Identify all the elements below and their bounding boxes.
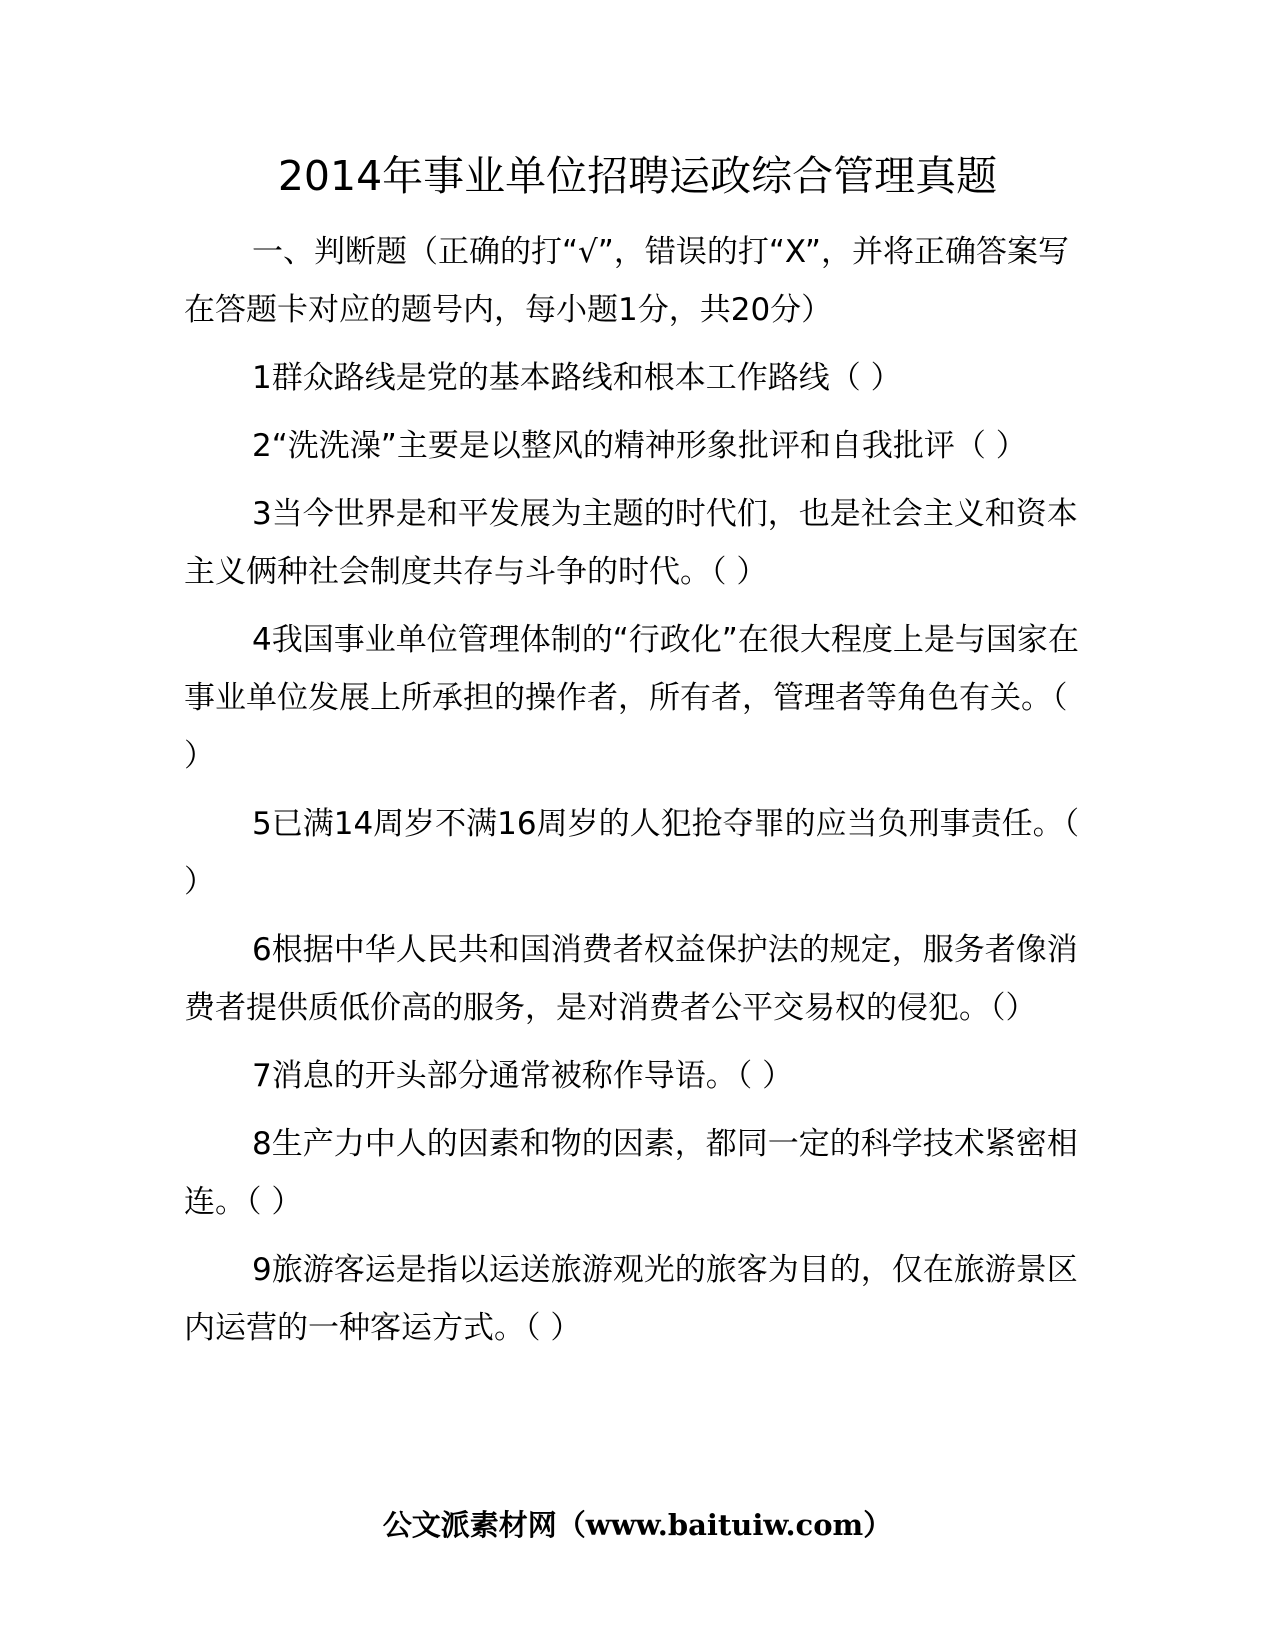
document-body: [184, 223, 1090, 1367]
question-5: 5已满14周岁不满16周岁的人犯抢夺罪的应当负刑事责任。（ ）: [184, 806, 1080, 900]
question-3: 3当今世界是和平发展为主题的时代们，也是社会主义和资本主义俩种社会制度共存与斗争的时代。（ ）: [184, 496, 1078, 590]
question-7: 7消息的开头部分通常被称作导语。（ ）: [252, 1058, 794, 1094]
page-title: 2014年事业单位招聘运政综合管理真题: [277, 152, 998, 200]
question-9: 9旅游客运是指以运送旅游观光的旅客为目的，仅在旅游景区内运营的一种客运方式。（ ）: [184, 1252, 1078, 1346]
question-4: 4我国事业单位管理体制的“行政化”在很大程度上是与国家在事业单位发展上所承担的操作者，所有者，管理者等角色有关。（ ）: [184, 622, 1079, 774]
section-heading: 一、判断题（正确的打“√”，错误的打“X”，并将正确答案写在答题卡对应的题号内，每小题1分，共20分）: [184, 234, 1069, 328]
question-2: 2“洗洗澡”主要是以整风的精神形象批评和自我批评（ ）: [252, 428, 1027, 464]
question-6: 6根据中华人民共和国消费者权益保护法的规定，服务者像消费者提供质低价高的服务，是对消费者公平交易权的侵犯。（）: [184, 932, 1078, 1026]
question-8: 8生产力中人的因素和物的因素，都同一定的科学技术紧密相连。（ ）: [184, 1126, 1078, 1220]
question-1: 1群众路线是党的基本路线和根本工作路线（ ）: [252, 360, 902, 396]
page-footer: 公文派素材网（www.baituiw.com）: [382, 1508, 893, 1542]
